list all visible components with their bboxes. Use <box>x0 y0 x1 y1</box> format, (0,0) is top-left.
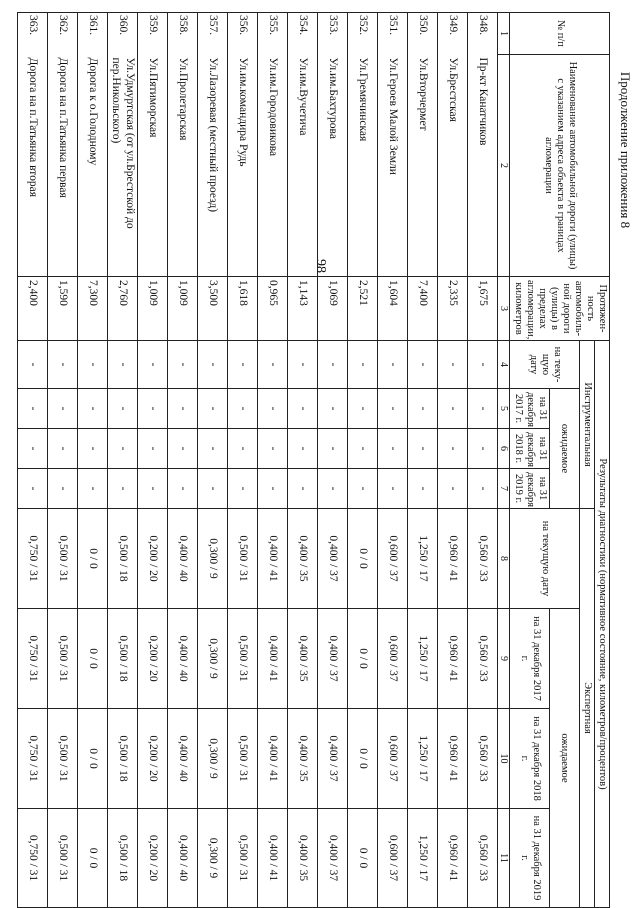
instr-current-cell: - <box>258 341 288 389</box>
expert-2017-cell: 0,500 / 18 <box>108 609 138 709</box>
road-length-cell: 7,300 <box>78 277 108 341</box>
instr-2018-cell: - <box>168 429 198 469</box>
row-number-cell: 354. <box>288 13 318 55</box>
road-name-cell: Ул.Героев Малой Земли <box>378 55 408 277</box>
instr-2018-cell: - <box>78 429 108 469</box>
header-instr-2018: на 31 декабря 2018 г. <box>510 429 549 469</box>
road-length-cell: 3,500 <box>198 277 228 341</box>
column-index: 10 <box>498 709 511 809</box>
column-index: 2 <box>498 55 511 277</box>
instr-2017-cell: - <box>48 389 78 429</box>
instr-2017-cell: - <box>348 389 378 429</box>
expert-2019-cell: 0,400 / 41 <box>258 809 288 908</box>
instr-current-cell: - <box>228 341 258 389</box>
instr-2017-cell: - <box>468 389 498 429</box>
expert-2019-cell: 0 / 0 <box>78 809 108 908</box>
road-name-cell: Ул.Гремячинская <box>348 55 378 277</box>
expert-current-cell: 0,500 / 31 <box>48 509 78 609</box>
instr-2017-cell: - <box>198 389 228 429</box>
instr-2019-cell: - <box>468 469 498 509</box>
instr-2018-cell: - <box>438 429 468 469</box>
row-number-cell: 353. <box>318 13 348 55</box>
expert-current-cell: 0,750 / 31 <box>18 509 48 609</box>
instr-2017-cell: - <box>288 389 318 429</box>
expert-2019-cell: 0,750 / 31 <box>18 809 48 908</box>
road-name-cell: Ул.Пролетарская <box>168 55 198 277</box>
expert-2017-cell: 0,600 / 37 <box>378 609 408 709</box>
expert-current-cell: 1,250 / 17 <box>408 509 438 609</box>
expert-2017-cell: 0,400 / 37 <box>318 609 348 709</box>
expert-current-cell: 0,400 / 40 <box>168 509 198 609</box>
header-instr-2019: на 31 декабря 2019 г. <box>510 469 549 509</box>
header-diagnostics: Результаты диагностики (нормативное состояние, километров/процентов) <box>594 341 609 908</box>
row-number-cell: 359. <box>138 13 168 55</box>
instr-current-cell: - <box>468 341 498 389</box>
instr-current-cell: - <box>18 341 48 389</box>
column-index: 8 <box>498 509 511 609</box>
expert-2019-cell: 0,400 / 35 <box>288 809 318 908</box>
header-expert: Экспертная <box>579 509 594 908</box>
road-length-cell: 1,618 <box>228 277 258 341</box>
instr-current-cell: - <box>168 341 198 389</box>
column-index-row <box>498 13 511 908</box>
row-number-cell: 349. <box>438 13 468 55</box>
expert-2019-cell: 0,300 / 9 <box>198 809 228 908</box>
road-name-cell: Ул.Удмуртская (от ул.Брестской до пер.Никольского) <box>108 55 138 277</box>
expert-current-cell: 0 / 0 <box>348 509 378 609</box>
instr-2017-cell: - <box>438 389 468 429</box>
row-number-cell: 360. <box>108 13 138 55</box>
road-length-cell: 2,521 <box>348 277 378 341</box>
road-length-cell: 2,400 <box>18 277 48 341</box>
expert-2018-cell: 0,400 / 40 <box>168 709 198 809</box>
instr-2018-cell: - <box>18 429 48 469</box>
road-name-cell: Ул.Лазоревая (местный проезд) <box>198 55 228 277</box>
road-length-cell: 2,335 <box>438 277 468 341</box>
column-index: 3 <box>498 277 511 341</box>
expert-2017-cell: 0,500 / 31 <box>228 609 258 709</box>
expert-current-cell: 0,960 / 41 <box>438 509 468 609</box>
instr-2019-cell: - <box>378 469 408 509</box>
instr-2018-cell: - <box>348 429 378 469</box>
road-length-cell: 1,009 <box>138 277 168 341</box>
road-name-cell: Ул.им.командира Рудь <box>228 55 258 277</box>
expert-2017-cell: 0,560 / 33 <box>468 609 498 709</box>
instr-2019-cell: - <box>318 469 348 509</box>
instr-2018-cell: - <box>198 429 228 469</box>
expert-2018-cell: 0,500 / 18 <box>108 709 138 809</box>
instr-2019-cell: - <box>288 469 318 509</box>
instr-2019-cell: - <box>48 469 78 509</box>
page-number: 98 <box>313 259 328 273</box>
diagnostics-table <box>17 12 610 908</box>
row-number-cell: 361. <box>78 13 108 55</box>
expert-2019-cell: 1,250 / 17 <box>408 809 438 908</box>
continuation-label-box <box>610 0 640 300</box>
instr-2019-cell: - <box>348 469 378 509</box>
row-number-cell: 352. <box>348 13 378 55</box>
instr-2018-cell: - <box>378 429 408 469</box>
road-length-cell: 1,590 <box>48 277 78 341</box>
expert-2018-cell: 0 / 0 <box>348 709 378 809</box>
expert-current-cell: 0,600 / 37 <box>378 509 408 609</box>
expert-2019-cell: 0,200 / 20 <box>138 809 168 908</box>
expert-current-cell: 0,400 / 41 <box>258 509 288 609</box>
expert-2017-cell: 0,960 / 41 <box>438 609 468 709</box>
table-row <box>108 13 138 908</box>
row-number-cell: 350. <box>408 13 438 55</box>
instr-current-cell: - <box>438 341 468 389</box>
expert-current-cell: 0,500 / 18 <box>108 509 138 609</box>
expert-2018-cell: 0,560 / 33 <box>468 709 498 809</box>
road-name-cell: Ул.им.Вучетича <box>288 55 318 277</box>
instr-current-cell: - <box>48 341 78 389</box>
expert-2018-cell: 0,400 / 35 <box>288 709 318 809</box>
expert-current-cell: 0,560 / 33 <box>468 509 498 609</box>
instr-2019-cell: - <box>18 469 48 509</box>
instr-current-cell: - <box>408 341 438 389</box>
column-index: 4 <box>498 341 511 389</box>
expert-2019-cell: 0,500 / 31 <box>48 809 78 908</box>
table-row <box>138 13 168 908</box>
expert-2018-cell: 0 / 0 <box>78 709 108 809</box>
row-number-cell: 362. <box>48 13 78 55</box>
expert-2018-cell: 0,500 / 31 <box>48 709 78 809</box>
road-length-cell: 1,675 <box>468 277 498 341</box>
table-row <box>318 13 348 908</box>
row-number-cell: 358. <box>168 13 198 55</box>
column-index: 7 <box>498 469 511 509</box>
road-length-cell: 1,009 <box>168 277 198 341</box>
header-expert-expected: ожидаемое <box>549 609 579 908</box>
instr-2019-cell: - <box>198 469 228 509</box>
table-row <box>288 13 318 908</box>
table-row <box>408 13 438 908</box>
instr-current-cell: - <box>348 341 378 389</box>
expert-2018-cell: 0,300 / 9 <box>198 709 228 809</box>
column-index: 6 <box>498 429 511 469</box>
row-number-cell: 363. <box>18 13 48 55</box>
expert-current-cell: 0,200 / 20 <box>138 509 168 609</box>
table-row <box>198 13 228 908</box>
instr-2019-cell: - <box>168 469 198 509</box>
expert-current-cell: 0 / 0 <box>78 509 108 609</box>
instr-current-cell: - <box>78 341 108 389</box>
road-name-cell: Дорога на п.Татьянка вторая <box>18 55 48 277</box>
header-expert-2018: на 31 декабря 2018 г. <box>510 709 549 809</box>
table-row <box>18 13 48 908</box>
expert-2018-cell: 0,600 / 37 <box>378 709 408 809</box>
instr-2017-cell: - <box>78 389 108 429</box>
instr-2018-cell: - <box>408 429 438 469</box>
row-number-cell: 348. <box>468 13 498 55</box>
instr-2018-cell: - <box>468 429 498 469</box>
expert-2018-cell: 0,400 / 37 <box>318 709 348 809</box>
instr-2018-cell: - <box>108 429 138 469</box>
road-length-cell: 2,760 <box>108 277 138 341</box>
expert-2017-cell: 0,400 / 35 <box>288 609 318 709</box>
expert-2019-cell: 0,600 / 37 <box>378 809 408 908</box>
road-length-cell: 7,400 <box>408 277 438 341</box>
header-instr-expected: ожидаемое <box>549 389 579 509</box>
instr-2018-cell: - <box>48 429 78 469</box>
column-index: 11 <box>498 809 511 908</box>
instr-2019-cell: - <box>228 469 258 509</box>
road-length-cell: 1,143 <box>288 277 318 341</box>
instr-2018-cell: - <box>228 429 258 469</box>
road-name-cell: Дорога к о.Голодному <box>78 55 108 277</box>
instr-2019-cell: - <box>108 469 138 509</box>
header-length: Протяжен-ность автомобиль-ной дороги (улицы) в пределах агломерации, километров <box>510 277 610 341</box>
instr-2018-cell: - <box>318 429 348 469</box>
table-row <box>48 13 78 908</box>
instr-2017-cell: - <box>108 389 138 429</box>
road-length-cell: 0,965 <box>258 277 288 341</box>
road-length-cell: 1,604 <box>378 277 408 341</box>
road-name-cell: Ул.Пятиморская <box>138 55 168 277</box>
road-length-cell: 1,069 <box>318 277 348 341</box>
table-row <box>258 13 288 908</box>
expert-2019-cell: 0,960 / 41 <box>438 809 468 908</box>
road-name-cell: Дорога на п.Татьянка первая <box>48 55 78 277</box>
column-index: 9 <box>498 609 511 709</box>
expert-2019-cell: 0 / 0 <box>348 809 378 908</box>
header-no: № п/п <box>510 13 610 55</box>
instr-2017-cell: - <box>408 389 438 429</box>
expert-2018-cell: 0,500 / 31 <box>228 709 258 809</box>
table-row <box>438 13 468 908</box>
table-row <box>378 13 408 908</box>
rotated-table-area <box>27 12 610 907</box>
table-row <box>228 13 258 908</box>
expert-2018-cell: 0,960 / 41 <box>438 709 468 809</box>
instr-2019-cell: - <box>78 469 108 509</box>
row-number-cell: 351. <box>378 13 408 55</box>
instr-2018-cell: - <box>258 429 288 469</box>
table-body <box>18 13 498 908</box>
header-instr-current: на теку-щую дату <box>510 341 579 389</box>
expert-2018-cell: 0,750 / 31 <box>18 709 48 809</box>
instr-2017-cell: - <box>318 389 348 429</box>
expert-current-cell: 0,300 / 9 <box>198 509 228 609</box>
row-number-cell: 357. <box>198 13 228 55</box>
header-expert-2017: на 31 декабря 2017 г. <box>510 609 549 709</box>
rotated-table-frame <box>27 12 610 907</box>
expert-2017-cell: 1,250 / 17 <box>408 609 438 709</box>
road-name-cell: Ул.им.Бахтурова <box>318 55 348 277</box>
instr-2019-cell: - <box>438 469 468 509</box>
expert-2017-cell: 0,200 / 20 <box>138 609 168 709</box>
header-expert-2019: на 31 декабря 2019 г. <box>510 809 549 908</box>
road-name-cell: Ул.Брестская <box>438 55 468 277</box>
expert-current-cell: 0,400 / 35 <box>288 509 318 609</box>
expert-current-cell: 0,500 / 31 <box>228 509 258 609</box>
column-index: 1 <box>498 13 511 55</box>
instr-2019-cell: - <box>138 469 168 509</box>
table-row <box>78 13 108 908</box>
expert-2017-cell: 0 / 0 <box>348 609 378 709</box>
instr-2017-cell: - <box>168 389 198 429</box>
instr-2018-cell: - <box>288 429 318 469</box>
instr-2017-cell: - <box>138 389 168 429</box>
instr-2018-cell: - <box>138 429 168 469</box>
header-instr-2017: на 31 декабря 2017 г. <box>510 389 549 429</box>
instr-current-cell: - <box>108 341 138 389</box>
instr-2019-cell: - <box>408 469 438 509</box>
expert-current-cell: 0,400 / 37 <box>318 509 348 609</box>
expert-2019-cell: 0,400 / 40 <box>168 809 198 908</box>
expert-2017-cell: 0,300 / 9 <box>198 609 228 709</box>
expert-2018-cell: 0,400 / 41 <box>258 709 288 809</box>
header-road-name: Наименование автомобильной дороги (улицы) с указанием адреса объекта в границах агломерации <box>510 55 610 277</box>
expert-2019-cell: 0,500 / 18 <box>108 809 138 908</box>
road-name-cell: Пр-кт Канатчиков <box>468 55 498 277</box>
instr-2017-cell: - <box>18 389 48 429</box>
row-number-cell: 355. <box>258 13 288 55</box>
header-instrumental: Инструментальная <box>579 341 594 509</box>
instr-current-cell: - <box>378 341 408 389</box>
row-number-cell: 356. <box>228 13 258 55</box>
road-name-cell: Ул.им.Городовикова <box>258 55 288 277</box>
instr-current-cell: - <box>138 341 168 389</box>
instr-current-cell: - <box>318 341 348 389</box>
instr-2017-cell: - <box>378 389 408 429</box>
expert-2019-cell: 0,560 / 33 <box>468 809 498 908</box>
expert-2017-cell: 0,500 / 31 <box>48 609 78 709</box>
expert-2017-cell: 0,750 / 31 <box>18 609 48 709</box>
expert-2018-cell: 0,200 / 20 <box>138 709 168 809</box>
instr-current-cell: - <box>198 341 228 389</box>
road-name-cell: Ул.Вторчермет <box>408 55 438 277</box>
expert-2017-cell: 0,400 / 40 <box>168 609 198 709</box>
table-row <box>348 13 378 908</box>
expert-2019-cell: 0,400 / 37 <box>318 809 348 908</box>
instr-2019-cell: - <box>258 469 288 509</box>
table-row <box>468 13 498 908</box>
table-row <box>168 13 198 908</box>
continuation-label: Продолжение приложения 8 <box>618 71 633 229</box>
instr-current-cell: - <box>288 341 318 389</box>
expert-2017-cell: 0 / 0 <box>78 609 108 709</box>
expert-2019-cell: 0,500 / 31 <box>228 809 258 908</box>
instr-2017-cell: - <box>228 389 258 429</box>
column-index: 5 <box>498 389 511 429</box>
instr-2017-cell: - <box>258 389 288 429</box>
expert-2017-cell: 0,400 / 41 <box>258 609 288 709</box>
expert-2018-cell: 1,250 / 17 <box>408 709 438 809</box>
header-expert-current: на текущую дату <box>510 509 579 609</box>
